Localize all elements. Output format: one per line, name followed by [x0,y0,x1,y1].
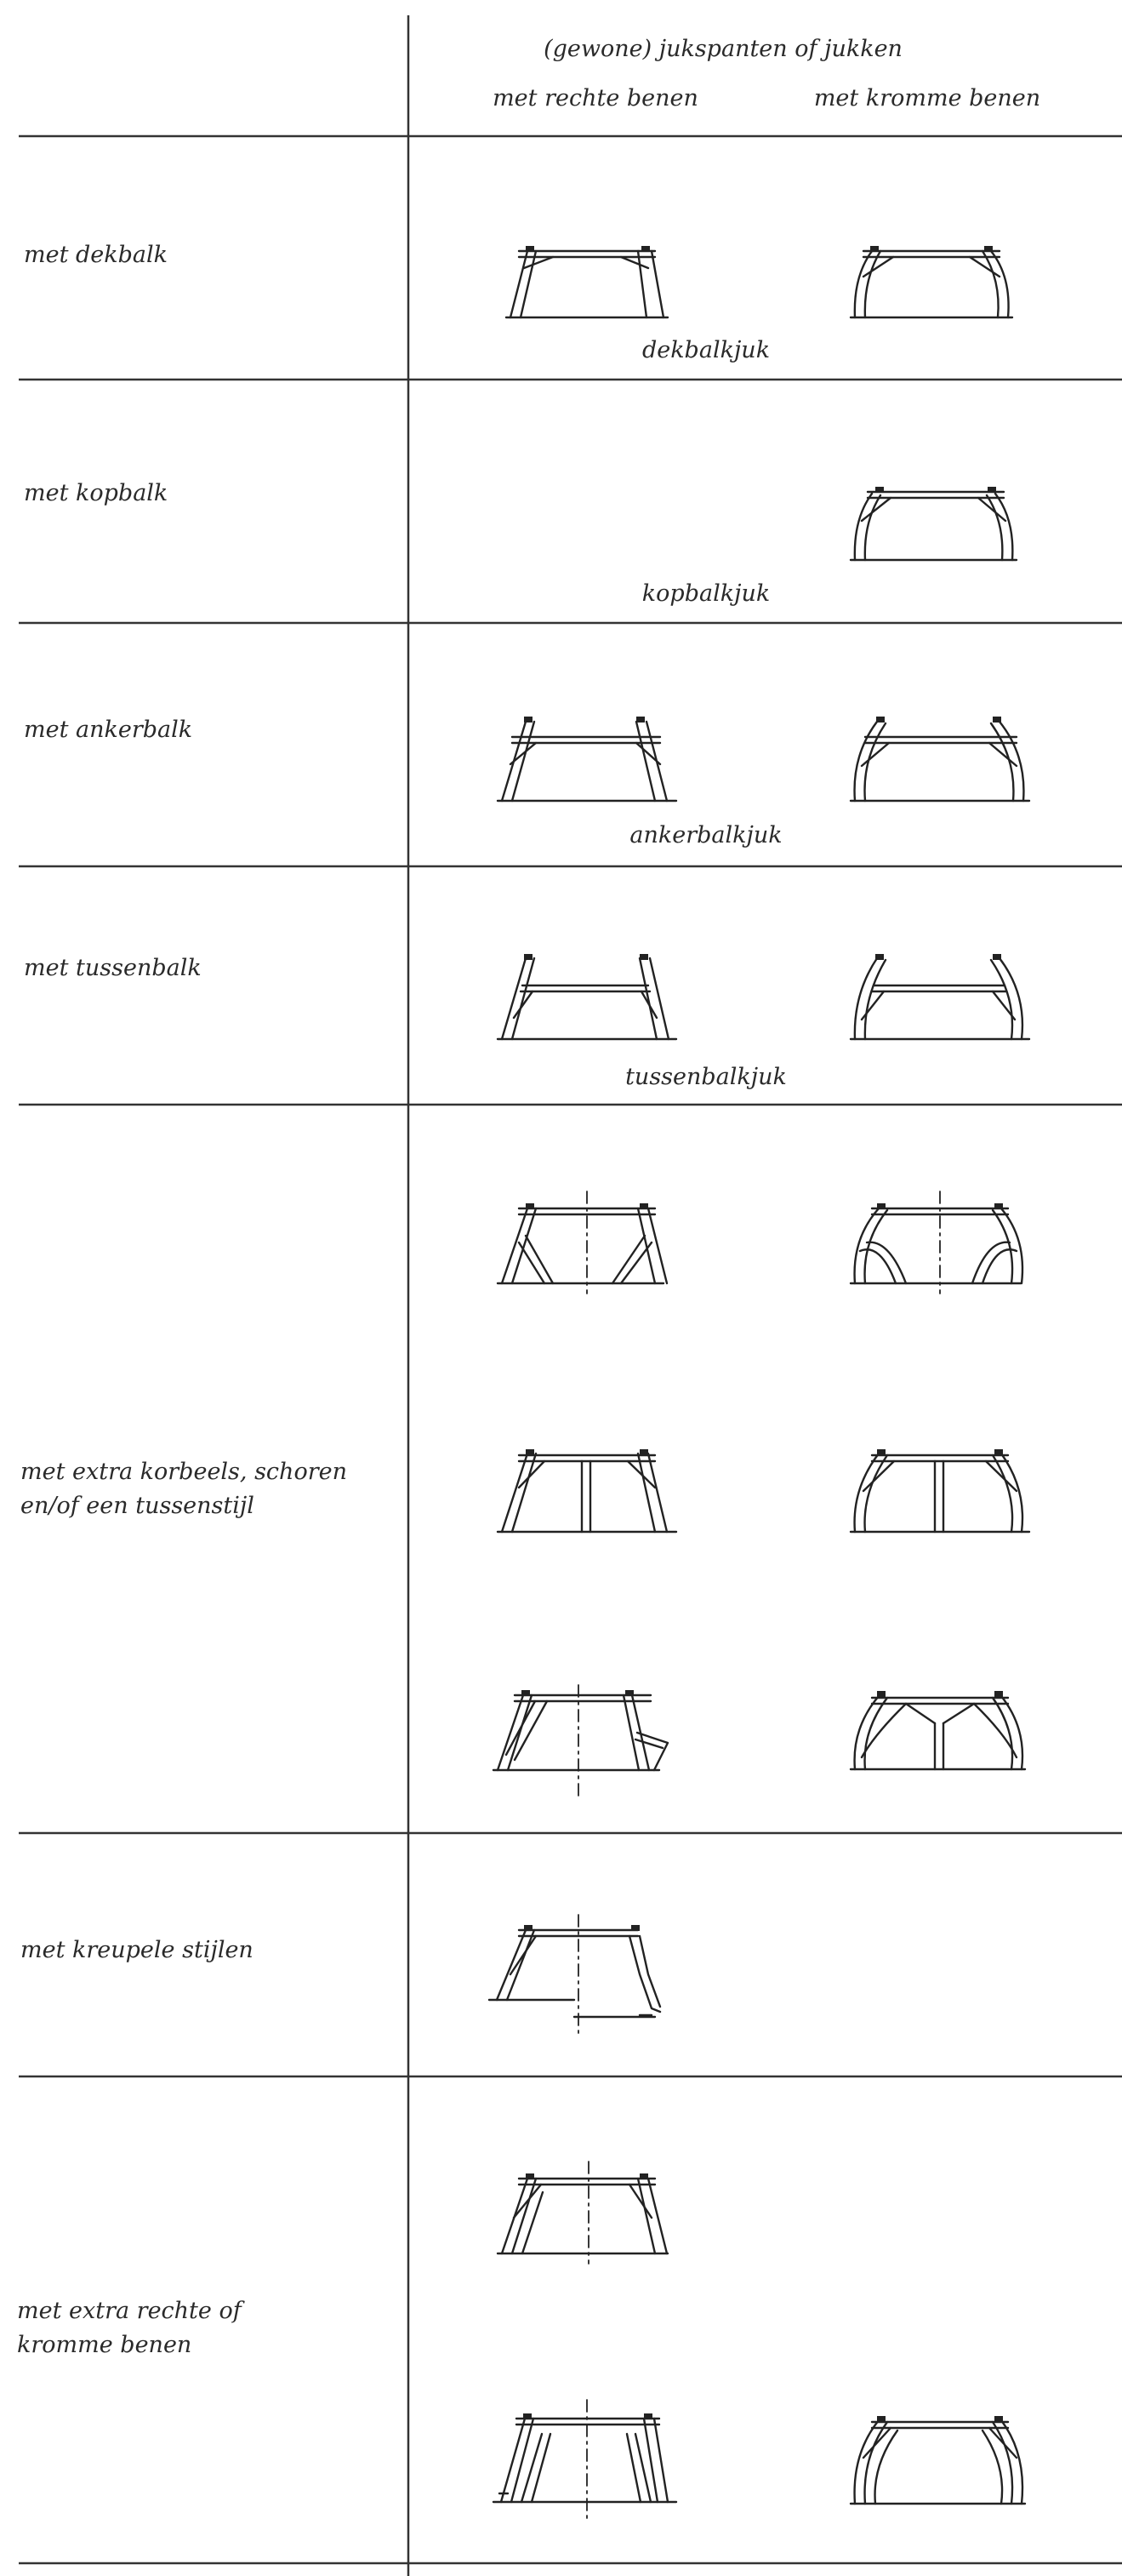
row-label-dekbalk: met dekbalk [24,242,168,268]
korbeels-curved-frame-drawing-3 [846,1689,1034,1774]
row-label-extra-benen: met extra rechte of kromme benen [17,2298,242,2358]
dekbalk-curved-frame-drawing [846,243,1017,323]
caption-tussenbalkjuk: tussenbalkjuk [625,1064,787,1090]
korbeels-curved-frame-drawing-1 [846,1191,1034,1294]
dekbalk-straight-frame-drawing [502,243,672,323]
ankerbalk-curved-frame-drawing [846,713,1034,807]
korbeels-straight-frame-drawing-1 [493,1191,681,1294]
header-title: (gewone) jukspanten of jukken [544,36,903,62]
extra-benen-curved-frame-drawing [846,2407,1034,2517]
korbeels-straight-frame-drawing-3 [489,1685,693,1796]
column-header-straight: met rechte benen [493,85,698,111]
tussenbalk-curved-frame-drawing [846,951,1034,1045]
extra-benen-straight-frame-drawing-2 [489,2400,685,2519]
ankerbalk-straight-frame-drawing [493,713,681,807]
korbeels-straight-frame-drawing-2 [493,1447,681,1540]
tussenbalk-straight-frame-drawing [493,951,681,1045]
kreupele-stijlen-straight-frame-drawing [485,1915,672,2034]
extra-benen-straight-frame-drawing-1 [493,2162,681,2264]
row-label-kreupele-stijlen: met kreupele stijlen [20,1937,253,1963]
caption-ankerbalkjuk: ankerbalkjuk [629,822,783,848]
row-label-kopbalk: met kopbalk [24,480,168,506]
korbeels-curved-frame-drawing-2 [846,1447,1034,1540]
caption-dekbalkjuk: dekbalkjuk [641,337,771,363]
column-header-curved: met kromme benen [813,85,1041,111]
kopbalk-curved-frame-drawing [846,485,1025,566]
caption-kopbalkjuk: kopbalkjuk [641,580,771,607]
row-label-ankerbalk: met ankerbalk [24,717,193,743]
row-label-extra-korbeels: met extra korbeels, schoren en/of een tussenstijl [20,1459,347,1519]
row-label-tussenbalk: met tussenbalk [24,955,202,981]
